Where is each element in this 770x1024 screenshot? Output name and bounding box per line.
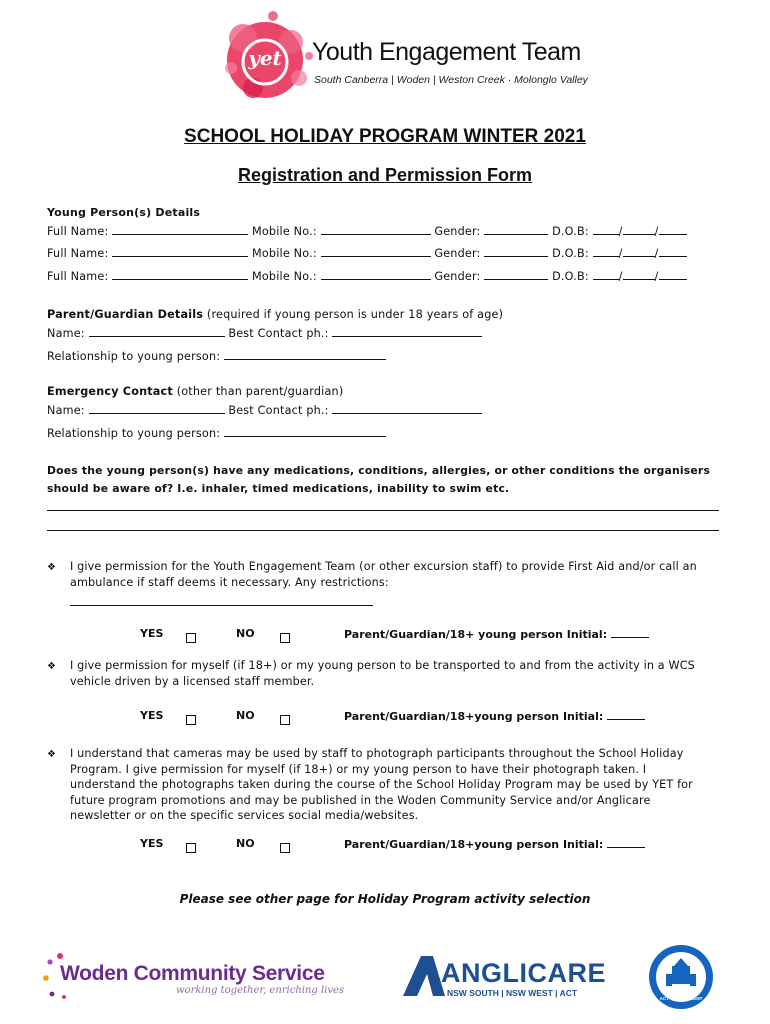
guardian-relationship-label: Relationship to young person:	[47, 350, 221, 363]
mobile-field[interactable]	[321, 246, 431, 257]
dob-month-field[interactable]	[623, 269, 655, 280]
no-label: NO	[236, 837, 255, 850]
medical-answer-line[interactable]	[47, 530, 719, 531]
young-person-row: Full Name: Mobile No.: Gender: D.O.B: / /	[47, 269, 687, 283]
guardian-note: (required if young person is under 18 years of age)	[206, 308, 504, 321]
dob-month-field[interactable]	[623, 224, 655, 235]
medical-question-line2: should be aware of? I.e. inhaler, timed medications, inability to swim etc.	[47, 482, 510, 495]
yes-checkbox[interactable]	[186, 710, 196, 729]
permission-first-aid-text: I give permission for the Youth Engagement Team (or other excursion staff) to provide First Aid and/or call an ambulance if staff deems it necessary. Any restrictions:	[70, 560, 697, 589]
guardian-contact-field[interactable]	[332, 326, 482, 337]
wcs-tagline: working together, enriching lives	[176, 985, 345, 996]
full-name-label: Full Name:	[47, 270, 109, 283]
dob-label: D.O.B:	[552, 247, 589, 260]
anglicare-name: ANGLICARE	[441, 958, 606, 988]
page-title: SCHOOL HOLIDAY PROGRAM WINTER 2021	[184, 126, 586, 147]
no-checkbox[interactable]	[280, 628, 290, 647]
org-name: Youth Engagement Team	[312, 38, 581, 66]
emergency-relationship-label: Relationship to young person:	[47, 427, 221, 440]
diamond-bullet-icon: ❖	[47, 661, 56, 672]
full-name-label: Full Name:	[47, 225, 109, 238]
initial-field[interactable]	[607, 709, 645, 720]
yet-logo	[213, 8, 323, 108]
emergency-name-field[interactable]	[89, 403, 225, 414]
dob-label: D.O.B:	[552, 270, 589, 283]
dob-day-field[interactable]	[593, 224, 619, 235]
no-label: NO	[236, 709, 255, 722]
gender-field[interactable]	[484, 224, 548, 235]
dob-day-field[interactable]	[593, 246, 619, 257]
org-areas: South Canberra | Woden | Weston Creek · Molonglo Valley	[314, 74, 588, 86]
emergency-relationship-row	[47, 426, 386, 440]
full-name-field[interactable]	[112, 224, 248, 235]
mobile-label: Mobile No.:	[252, 247, 317, 260]
wcs-name: Woden Community Service	[60, 962, 325, 985]
activity-selection-note: Please see other page for Holiday Program activity selection	[179, 892, 591, 906]
guardian-relationship-row	[47, 349, 386, 363]
dob-month-field[interactable]	[623, 246, 655, 257]
initial-row	[344, 837, 645, 851]
dob-label: D.O.B:	[552, 225, 589, 238]
gender-label: Gender:	[434, 225, 481, 238]
guardian-contact-label: Best Contact ph.:	[228, 327, 329, 340]
anglicare-a-icon	[403, 956, 445, 996]
initial-label: Parent/Guardian/18+young person Initial:	[344, 838, 604, 851]
mobile-field[interactable]	[321, 269, 431, 280]
act-government-logo	[648, 944, 714, 1010]
no-label: NO	[236, 627, 255, 640]
initial-label: Parent/Guardian/18+ young person Initial:	[344, 628, 608, 641]
emergency-heading: Emergency Contact	[47, 385, 173, 398]
dob-year-field[interactable]	[659, 224, 687, 235]
full-name-field[interactable]	[112, 246, 248, 257]
no-checkbox[interactable]	[280, 838, 290, 857]
anglicare-logo	[403, 956, 606, 998]
permission-photography-text: I understand that cameras may be used by staff to photograph participants throughout the School Holiday Program. I give permission for myself (if 18+) or my young person to have their photograph taken. I understand the photographs taken during the course of the School Holiday Program may be used by YET for future program promotions and may be published in the Woden Community Service and/or Anglicare newsletter or on the specific services social media/websites.	[70, 747, 693, 822]
act-government-label: ACT GOVERNMENT	[659, 996, 703, 1001]
anglicare-regions: NSW SOUTH | NSW WEST | ACT	[447, 988, 578, 998]
restrictions-field[interactable]	[70, 605, 373, 606]
guardian-name-label: Name:	[47, 327, 85, 340]
gender-field[interactable]	[484, 246, 548, 257]
emergency-name-label: Name:	[47, 404, 85, 417]
guardian-name-field[interactable]	[89, 326, 225, 337]
emergency-heading-row	[47, 385, 343, 398]
yes-label: YES	[140, 627, 164, 640]
full-name-label: Full Name:	[47, 247, 109, 260]
gender-label: Gender:	[434, 270, 481, 283]
yes-checkbox[interactable]	[186, 628, 196, 647]
diamond-bullet-icon: ❖	[47, 749, 56, 760]
emergency-relationship-field[interactable]	[224, 426, 386, 437]
yet-logo-mark: yet	[248, 46, 282, 70]
emergency-contact-label: Best Contact ph.:	[228, 404, 329, 417]
full-name-field[interactable]	[112, 269, 248, 280]
diamond-bullet-icon: ❖	[47, 562, 56, 573]
no-checkbox[interactable]	[280, 710, 290, 729]
yes-label: YES	[140, 709, 164, 722]
mobile-label: Mobile No.:	[252, 270, 317, 283]
gender-field[interactable]	[484, 269, 548, 280]
initial-label: Parent/Guardian/18+young person Initial:	[344, 710, 604, 723]
emergency-note: (other than parent/guardian)	[176, 385, 344, 398]
guardian-heading: Parent/Guardian Details	[47, 308, 204, 321]
emergency-name-row	[47, 403, 482, 417]
permission-transport-text: I give permission for myself (if 18+) or my young person to be transported to and from the activity in a WCS vehicle driven by a licensed staff member.	[70, 659, 695, 688]
medical-question-line1: Does the young person(s) have any medications, conditions, allergies, or other conditions the organisers	[47, 464, 711, 477]
dob-day-field[interactable]	[593, 269, 619, 280]
guardian-heading-row	[47, 308, 503, 321]
initial-row	[344, 709, 645, 723]
guardian-name-row	[47, 326, 482, 340]
emergency-contact-field[interactable]	[332, 403, 482, 414]
initial-field[interactable]	[611, 627, 649, 638]
yes-checkbox[interactable]	[186, 838, 196, 857]
mobile-label: Mobile No.:	[252, 225, 317, 238]
mobile-field[interactable]	[321, 224, 431, 235]
young-person-heading: Young Person(s) Details	[47, 206, 201, 219]
dob-year-field[interactable]	[659, 246, 687, 257]
form-subtitle: Registration and Permission Form	[237, 165, 533, 185]
gender-label: Gender:	[434, 247, 481, 260]
wcs-logo	[40, 950, 350, 1004]
guardian-relationship-field[interactable]	[224, 349, 386, 360]
yes-label: YES	[140, 837, 164, 850]
dob-year-field[interactable]	[659, 269, 687, 280]
initial-field[interactable]	[607, 837, 645, 848]
medical-answer-line[interactable]	[47, 510, 719, 511]
initial-row	[344, 627, 649, 641]
young-person-row: Full Name: Mobile No.: Gender: D.O.B: / /	[47, 224, 687, 238]
young-person-row: Full Name: Mobile No.: Gender: D.O.B: / /	[47, 246, 687, 260]
